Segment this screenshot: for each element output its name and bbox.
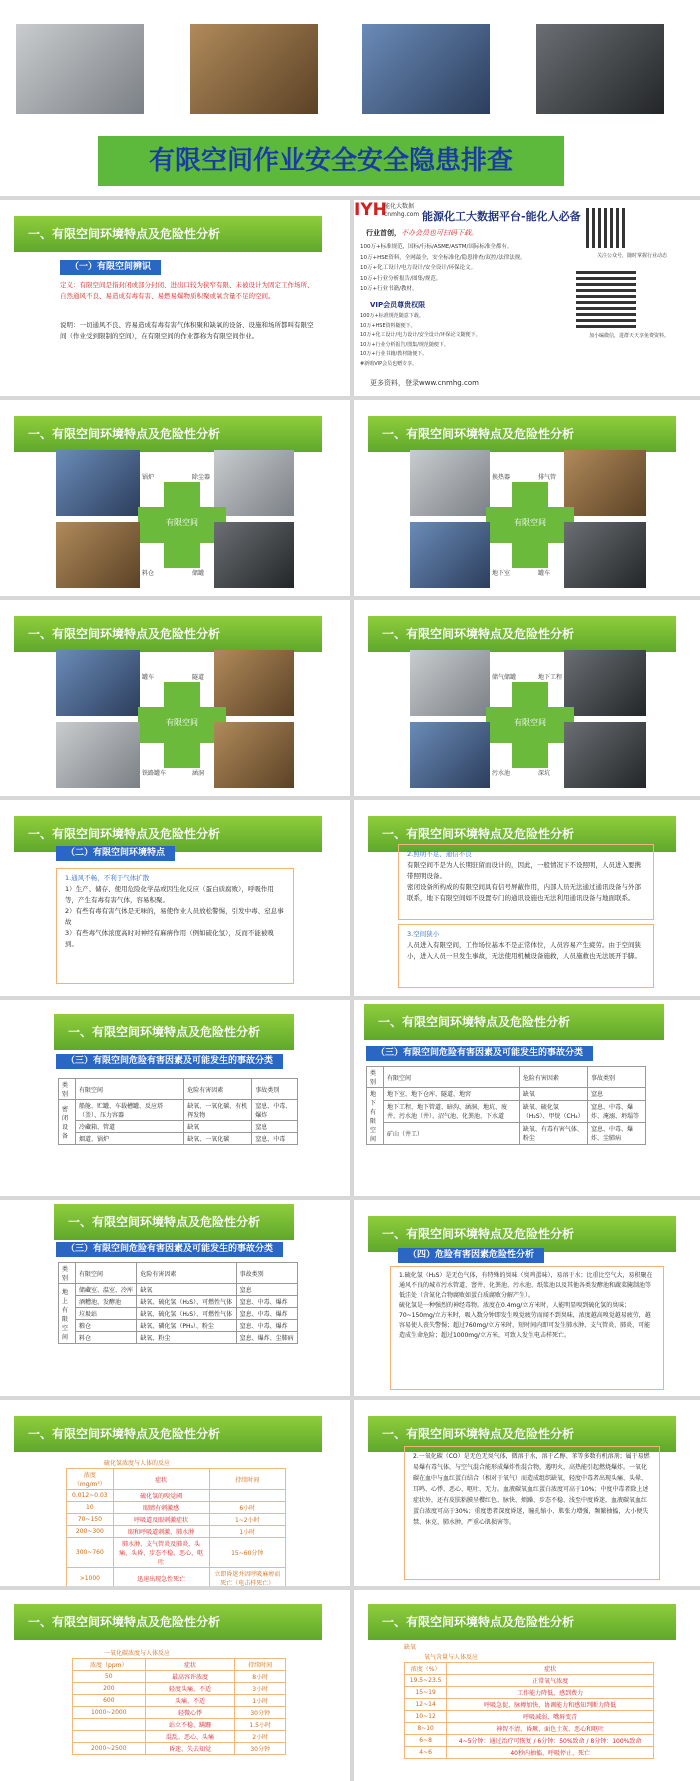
hazard-table (58, 1078, 298, 1145)
table-cell: 300~760 (67, 1538, 114, 1568)
table-row (59, 1332, 298, 1344)
table-cell: 正常氧气浓度 (447, 1675, 654, 1687)
slide-subtitle: （一）有限空间辨识 (60, 260, 161, 275)
ad-items (360, 242, 546, 295)
ad-item: 10万+HSE资料，全网最全，安全标准化/隐患排查/双控/法律法规。 (360, 254, 526, 261)
table-cell: 6小时 (209, 1502, 285, 1514)
example-label: 地下工程 (538, 674, 563, 681)
example-photo (564, 522, 646, 588)
table-cell (73, 1731, 146, 1743)
slide-subtitle: （三）有限空间危险有害因素及可能发生的事故分类 (366, 1046, 593, 1061)
definition-text-content: 定义：有限空间是指封闭或部分封闭、进出口较为狭窄有限、未被设计为固定工作场所、自然通风不良、易造成有毒有害、易燃易爆物质积聚或氧含量不足的空间。 (60, 281, 314, 300)
table-cell: 轻度头痛、不适 (145, 1683, 235, 1695)
hazard-table (58, 1262, 298, 1344)
table-cell: 缺氧 (137, 1284, 236, 1296)
table-cell: 地下工程、地下管道、暗沟、涵洞、地坑、废井、污水池（井）、沼气池、化粪池、下水道 (384, 1100, 520, 1122)
table-cell: 垃圾站 (76, 1308, 137, 1320)
slide-examples-1 (0, 400, 350, 596)
qr-code-2 (576, 268, 636, 328)
point-text: 1）生产、储存、使用危险化学品或因生化反应（蛋白质腐败），呼吸作用等，产生有毒有害气体，容易积聚。 (65, 885, 274, 904)
table-cell: 4~6 (405, 1747, 447, 1759)
table-cell: 缺氧、硫化氢（H₂S）、甲烷（CH₄） (519, 1100, 587, 1122)
slide-examples-2 (354, 400, 700, 596)
h2s-text: 硫化氢是一种强烈的神经毒物。浓度在0.4mg/立方米时，人能明显嗅到硫化氢的臭味；70~150mg/立方米时，吸入数分钟即发生嗅觉疲劳而闻不到臭味，浓度越高嗅觉越易疲劳，越容易使人丧失警惕；超过760mg/立方米时，短时间内即可发生肺水肿、支气管炎、肺炎，可能造成生命危险；超过1000mg/立方米，可致人发生电击样死亡。 (399, 1302, 651, 1339)
table-cell: 窒息、中毒、爆炸 (236, 1296, 297, 1308)
logo-mark: IYH (354, 200, 387, 220)
ad-item: 10万+行业分析报告/图集/规范。 (360, 275, 442, 282)
center-label: 有限空间 (166, 518, 198, 527)
table-cell: 工作能力降低，感到费力 (447, 1687, 654, 1699)
table-cell: 窒息、爆炸、尘肺病 (236, 1332, 297, 1344)
table-header: 事故类别 (236, 1263, 297, 1284)
table-cell: 15~60分钟 (209, 1538, 285, 1568)
table-cell: 8~10 (405, 1723, 447, 1735)
table-cell: 0.012~0.03 (67, 1490, 114, 1502)
table-cell: 持续时间 (235, 1659, 286, 1671)
table-cell: 症状 (113, 1469, 209, 1490)
vip-items (360, 312, 550, 369)
section-header: 一、有限空间环境特点及危险性分析 (14, 616, 322, 652)
center-label: 有限空间 (166, 718, 198, 727)
table-cell: 8小时 (235, 1671, 286, 1683)
table-cell: 储藏室、温室、冷库 (76, 1284, 137, 1296)
table-cell: 2000~2500 (73, 1743, 146, 1755)
table-cell: 12~14 (405, 1699, 447, 1711)
co-box (404, 1446, 660, 1580)
table-caption: 一氧化碳浓度与人体反应 (104, 1650, 171, 1657)
table-cell: 40秒内抽搐、呼吸停止、死亡 (447, 1747, 654, 1759)
table-row (405, 1687, 654, 1699)
table-cell: 窒息 (588, 1088, 646, 1101)
table-cell: 4~5分钟：通过治疗可恢复 / 6分钟：50%致命 / 8分钟：100%致命 (447, 1735, 654, 1747)
vip-note: #新购VIP会员也赠专享。 (360, 360, 418, 367)
ad-item: 10万+化工设计/电力设计/安全设计/环保论文。 (360, 265, 477, 271)
table-cell: 轻微心悸 (145, 1707, 235, 1719)
table-cell: 呼吸急促、脉搏加快，协调能力和感知判断力降低 (447, 1699, 654, 1711)
slide-examples-3 (0, 600, 350, 796)
point-text: 2）有些有毒有害气体是无味的，易使作业人员放松警惕，引发中毒、窒息事故 (65, 907, 284, 926)
table-cell: 持续时间 (209, 1469, 285, 1490)
co-concentration-table (72, 1658, 286, 1755)
slide-table-underground (354, 1000, 700, 1196)
table-cell: 症状 (145, 1659, 235, 1671)
table-cell: 缺氧 (184, 1121, 252, 1133)
table-cell: >1000 (67, 1568, 114, 1587)
section-header: 一、有限空间环境特点及危险性分析 (14, 816, 322, 852)
point-text: 有限空间不是为人长期驻留而设计的，因此，一般情况下不设照明，人员进入要携带照明设备。 (407, 861, 641, 880)
table-row (59, 1308, 298, 1320)
section-header: 一、有限空间环境特点及危险性分析 (368, 1604, 676, 1640)
slide-examples-4 (354, 600, 700, 796)
table-row (405, 1699, 654, 1711)
table-cell: 窒息、中毒、爆炸 (236, 1320, 297, 1332)
table-row (73, 1719, 286, 1731)
logo-top-text: 能化大数据 (384, 203, 415, 210)
example-photo (214, 722, 294, 788)
co-text: 2.一氧化碳（CO）是无色无臭气体，微溶于水，溶于乙醇、苯等多数有机溶剂；属于易燃易爆有毒气体，与空气混合能形成爆炸性混合物，遇明火、高热能引起燃烧爆炸。一氧化碳在血中与血红蛋白结合（相对于氧气）而造成组织缺氧，轻度中毒者出现头痛、头晕、耳鸣、心悸、恶心、呕吐、无力。血液碳氧血红蛋白浓度可高于10%；中度中毒者除上述症状外，还有皮肤粘膜呈樱红色、脉快、烦躁、步态不稳、浅至中度昏迷，血液碳氧血红蛋白浓度可高于30%；重度患者深度昏迷，瞳孔缩小、肌张力增强，频繁抽搐，大小便失禁、休克、肺水肿，严重心肌损害等。 (413, 1453, 650, 1526)
point-text: 3）有些毒气体浓度高时对神经有麻痹作用（例如硫化氢），反而不能被嗅到。 (65, 929, 274, 948)
slide-characteristics-2 (354, 800, 700, 996)
example-photo (56, 450, 140, 516)
table-row (405, 1663, 654, 1675)
table-cell: 缺氧、一氧化碳 (184, 1133, 252, 1145)
vip-item: 100万+标准规范随意下载。 (360, 313, 424, 319)
table-cell: 2小时 (235, 1731, 286, 1743)
cover-photo-2 (190, 24, 318, 114)
point-text: 人员进入有限空间，工作场位基本不是正常体位，人员容易产生疲劳。由于空间狭小，进入人员一旦发生事故，无法使用机械设备施救，人员施救也无法展开手脚。 (407, 941, 641, 960)
table-cell: 粮仓 (76, 1320, 137, 1332)
table-cell: 眼和呼吸道刺激，肺水肿 (113, 1526, 209, 1538)
table-cell: 1~2小时 (209, 1514, 285, 1526)
cover-photo-3 (362, 24, 490, 114)
table-row (67, 1526, 286, 1538)
definition-text (60, 280, 318, 302)
table-caption: 氧气含量与人体反应 (424, 1654, 479, 1661)
cover-photo-4 (536, 24, 664, 114)
table-cell: 混乱、恶心、头痛 (145, 1731, 235, 1743)
table-cell: 头痛、不适 (145, 1695, 235, 1707)
slide-characteristics (0, 800, 350, 996)
slide-co (354, 1400, 700, 1586)
ad-logo (354, 200, 420, 226)
point-heading: 3.空间狭小 (407, 930, 440, 938)
table-cell: 浓度（mg/m³） (67, 1469, 114, 1490)
table-cell: 昏迷、失去知觉 (145, 1743, 235, 1755)
lighting-box (398, 844, 654, 920)
explanation-text-content: 说明：一切通风不良、容易造成有毒有害气体积聚和缺氧的设备、设施和场所都叫有限空间（作业受到限制的空间），在有限空间的作业都称为有限空间作业。 (60, 321, 314, 340)
table-row (405, 1675, 654, 1687)
table-row (67, 1568, 286, 1587)
qr-caption-2: 加小编微信，进群天天享免费资料。 (588, 333, 669, 339)
table-header-row (367, 1067, 646, 1088)
table-cell: 6~8 (405, 1735, 447, 1747)
table-header: 类别 (59, 1079, 76, 1100)
table-cell (73, 1719, 146, 1731)
table-cell: 硫化氢的嗅觉阈 (113, 1490, 209, 1502)
table-cell: 600 (73, 1695, 146, 1707)
example-label: 污水池 (492, 770, 511, 777)
center-label: 有限空间 (514, 718, 546, 727)
cover-slide (0, 0, 700, 196)
ad-item: 100万+标准规范，国标/行标/ASME/ASTM/国际标准全都有。 (360, 244, 513, 250)
h2s-text: 1.硫化氢（H₂S）是无色气体，有特殊的臭味（臭鸡蛋味），易溶于水；比重比空气大，易积聚在通风不良的城市污水管道、窨井、化粪池、污水池、纸浆池以及其他各类发酵池和蔬菜腌制池等低洼处（含氮化合物腐败如蛋白质腐败分解产生）。 (399, 1272, 653, 1299)
table-cell: 呼吸道及眼刺激症状 (113, 1514, 209, 1526)
table-row (67, 1538, 286, 1568)
example-photo (56, 650, 140, 716)
table-caption: 缺氧 (404, 1644, 417, 1651)
table-header: 有限空间 (384, 1067, 520, 1088)
table-header: 危险有害因素 (184, 1079, 252, 1100)
table-row (59, 1100, 298, 1121)
point-heading: 2.照明不足、通信不良 (407, 850, 472, 858)
example-label: 地下室 (492, 570, 511, 577)
example-label: 涵洞 (192, 770, 205, 777)
table-cell: 3小时 (235, 1683, 286, 1695)
table-cell: 站立不稳、蹒跚 (145, 1719, 235, 1731)
table-cell: 窒息、中毒、爆炸 (252, 1100, 298, 1121)
section-header: 一、有限空间环境特点及危险性分析 (368, 1216, 676, 1252)
ad-slogan-b: 不办会员也可扫码下载。 (401, 229, 478, 237)
banner-title: 有限空间作业安全安全隐患排查 (98, 136, 564, 186)
section-header: 一、有限空间环境特点及危险性分析 (368, 1416, 676, 1452)
table-cell: 1小时 (235, 1695, 286, 1707)
example-photo (56, 522, 140, 588)
table-cell: 1小时 (209, 1526, 285, 1538)
space-box (398, 924, 654, 988)
table-row (367, 1122, 646, 1144)
vip-item: 10万+化工设计/电力设计/安全设计/环保论文随便下。 (360, 332, 481, 338)
table-row (367, 1100, 646, 1122)
table-cell: 50 (73, 1671, 146, 1683)
example-label: 排气管 (538, 474, 557, 481)
table-cell: 窒息、中毒 (252, 1133, 298, 1145)
table-cell: 冷藏箱、管道 (76, 1121, 184, 1133)
table-row (59, 1320, 298, 1332)
table-cell: 料仓 (76, 1332, 137, 1344)
section-header: 一、有限空间环境特点及危险性分析 (14, 216, 322, 252)
table-row (67, 1514, 286, 1526)
ad-title: 能源化工大数据平台-能化人必备 (422, 210, 581, 223)
center-label: 有限空间 (514, 518, 546, 527)
table-caption: 硫化氢浓度与人体的反应 (104, 1460, 171, 1467)
table-cell: 10 (67, 1502, 114, 1514)
center-cross (138, 682, 226, 768)
example-photo (214, 650, 294, 716)
table-row (59, 1284, 298, 1296)
table-header: 事故类别 (252, 1079, 298, 1100)
slide-subtitle: （三）有限空间危险有害因素及可能发生的事故分类 (56, 1242, 283, 1257)
slide-subtitle: （三）有限空间危险有害因素及可能发生的事故分类 (56, 1054, 283, 1069)
table-row (405, 1723, 654, 1735)
table-header: 有限空间 (76, 1079, 184, 1100)
oxygen-table (404, 1662, 654, 1759)
table-cell: 缺氧、硫化氢（H₂S）、可燃性气体 (137, 1308, 236, 1320)
section-header: 一、有限空间环境特点及危险性分析 (364, 1004, 664, 1040)
table-row (73, 1659, 286, 1671)
cover-photo-1 (16, 24, 144, 114)
example-photo (564, 722, 646, 788)
slide-h2s-table (0, 1400, 350, 1586)
table-row (67, 1490, 286, 1502)
example-label: 深坑 (538, 770, 551, 777)
slide-h2s (354, 1200, 700, 1396)
vip-item: 10万+行业书籍/教材随便下。 (360, 351, 428, 357)
section-header: 一、有限空间环境特点及危险性分析 (368, 616, 676, 652)
slide-subtitle: （四）危险有害因素危险性分析 (398, 1248, 544, 1263)
table-cell: 肺水肿、支气管炎及肺炎，头痛、头昏、步态不稳、恶心、呕吐 (113, 1538, 209, 1568)
ad-slogan-a: 行业首创， (366, 229, 401, 237)
table-row (405, 1735, 654, 1747)
table-cell: 窒息、中毒、爆炸 (236, 1308, 297, 1320)
example-label: 料仓 (142, 570, 155, 577)
table-cell: 浓度（ppm） (73, 1659, 146, 1671)
table-row (59, 1296, 298, 1308)
table-cell: 立即昏迷并因呼吸麻痹而死亡（电击样死亡） (209, 1568, 285, 1587)
characteristics-box (56, 868, 294, 984)
ad-slogan (366, 228, 478, 238)
vip-title: VIP会员尊贵权限 (370, 301, 426, 309)
table-cell: 缺氧、粉尘 (137, 1332, 236, 1344)
category-cell: 地上有限空间 (59, 1284, 76, 1344)
center-cross (486, 682, 574, 768)
section-header: 一、有限空间环境特点及危险性分析 (368, 816, 676, 852)
table-cell: 症状 (447, 1663, 654, 1675)
table-cell (209, 1490, 285, 1502)
table-cell: 200 (73, 1683, 146, 1695)
table-header: 事故类别 (588, 1067, 646, 1088)
table-cell: 神智不清、昏厥、面色土灰、恶心和呕吐 (447, 1723, 654, 1735)
vip-item: 10万+行业分析报告/图集/规范随便下。 (360, 341, 449, 348)
table-cell: 窒息、中毒、爆炸、尘肺病 (588, 1122, 646, 1144)
table-cell: 船舱、贮罐、车载槽罐、反应塔（釜）、压力容器 (76, 1100, 184, 1121)
logo-url: cnmhg.com (384, 211, 420, 218)
example-photo (56, 722, 140, 788)
slide-oxygen-table (354, 1590, 700, 1781)
table-cell: 缺氧、硫化氢（H₂S）、可燃性气体 (137, 1296, 236, 1308)
table-header: 类别 (59, 1263, 76, 1284)
table-cell: 缺氧、一氧化碳、有机挥发物 (184, 1100, 252, 1121)
table-cell: 200~300 (67, 1526, 114, 1538)
point-text: 密闭设备所构成的有限空间具有信号屏蔽作用，内部人员无法通过通讯设备与外部联系，地下有限空间如不设置专门的通讯设施也无法利用通讯设备与地面联系。 (407, 883, 641, 902)
section-header: 一、有限空间环境特点及危险性分析 (14, 1604, 322, 1640)
table-cell: 30分钟 (235, 1743, 286, 1755)
example-label: 罐车 (538, 570, 551, 577)
table-row (73, 1731, 286, 1743)
hazard-table (366, 1066, 646, 1145)
table-cell: 缺氧 (519, 1088, 587, 1101)
table-cell: 矿山（井工） (384, 1122, 520, 1144)
table-header: 有限空间 (76, 1263, 137, 1284)
table-row (73, 1671, 286, 1683)
example-photo (410, 450, 490, 516)
ad-item: 10万+行业书籍/教材。 (360, 286, 418, 292)
table-cell: 窒息 (236, 1284, 297, 1296)
table-header: 危险有害因素 (137, 1263, 236, 1284)
slide-table-closed-equipment (0, 1000, 350, 1196)
table-row (73, 1695, 286, 1707)
example-photo (410, 522, 490, 588)
table-row (59, 1133, 298, 1145)
table-cell: 缺氧、磷化氢（PH₃）、粉尘 (137, 1320, 236, 1332)
table-cell: 窒息、中毒、爆炸、淹溺、坍塌等 (588, 1100, 646, 1122)
table-row (405, 1711, 654, 1723)
center-cross (138, 482, 226, 568)
example-photo (410, 650, 490, 716)
qr-code-1 (586, 208, 626, 248)
section-header: 一、有限空间环境特点及危险性分析 (14, 416, 322, 452)
example-photo (214, 522, 294, 588)
table-cell: 浓度（%） (405, 1663, 447, 1675)
table-row (67, 1502, 286, 1514)
example-photo (214, 450, 294, 516)
table-cell: 19.5~23.5 (405, 1675, 447, 1687)
table-cell: 眼睛有刺激感 (113, 1502, 209, 1514)
table-row (405, 1747, 654, 1759)
category-cell: 密闭设备 (59, 1100, 76, 1145)
section-header: 一、有限空间环境特点及危险性分析 (14, 1416, 322, 1452)
example-label: 铁路罐车 (142, 770, 167, 777)
table-cell: 1000~2000 (73, 1707, 146, 1719)
table-row (67, 1469, 286, 1490)
table-cell: 缺氧、有毒有害气体、粉尘 (519, 1122, 587, 1144)
example-label: 换热器 (492, 474, 511, 481)
table-cell: 呼吸减弱、嘴唇变青 (447, 1711, 654, 1723)
example-label: 隧道 (192, 674, 205, 681)
example-label: 锅炉 (142, 474, 155, 481)
category-cell: 地下有限空间 (367, 1088, 384, 1145)
vip-item: 10万+HSE资料随便下。 (360, 322, 416, 329)
table-row (73, 1683, 286, 1695)
table-header-row (59, 1079, 298, 1100)
table-cell: 15~19 (405, 1687, 447, 1699)
section-header: 一、有限空间环境特点及危险性分析 (368, 416, 676, 452)
example-label: 罐车 (142, 674, 155, 681)
example-label: 除尘器 (192, 474, 211, 481)
qr-caption-1: 关注公众号，随时掌握行业动态 (596, 253, 667, 259)
table-header: 危险有害因素 (519, 1067, 587, 1088)
table-cell: 酒糟池、发酵池 (76, 1296, 137, 1308)
ad-more-link[interactable]: 更多资料，登录www.cnmhg.com (370, 379, 479, 387)
h2s-concentration-table (66, 1468, 286, 1586)
table-cell: 1.5小时 (235, 1719, 286, 1731)
example-photo (410, 722, 490, 788)
table-header-row (59, 1263, 298, 1284)
table-cell: 迅速出现急性死亡 (113, 1568, 209, 1587)
h2s-box (390, 1266, 664, 1390)
table-cell: 70~150 (67, 1514, 114, 1526)
section-header: 一、有限空间环境特点及危险性分析 (54, 1014, 294, 1050)
point-heading: 1.通风不畅，不利于气体扩散 (65, 874, 150, 882)
slide-subtitle: （二）有限空间环境特点 (56, 846, 175, 861)
slide-co-table (0, 1590, 350, 1781)
section-header: 一、有限空间环境特点及危险性分析 (54, 1204, 294, 1240)
example-label: 储罐 (192, 570, 205, 577)
explanation-text (60, 320, 318, 342)
table-cell: 30分钟 (235, 1707, 286, 1719)
table-cell: 烟道、锅炉 (76, 1133, 184, 1145)
slide-table-aboveground (0, 1200, 350, 1396)
ad-panel (354, 200, 700, 396)
table-cell: 10~12 (405, 1711, 447, 1723)
table-header: 类别 (367, 1067, 384, 1088)
example-label: 储气储罐 (492, 674, 517, 681)
center-cross (486, 482, 574, 568)
slide-definition (0, 200, 350, 396)
table-cell: 最高容许浓度 (145, 1671, 235, 1683)
example-photo (564, 450, 646, 516)
table-row (59, 1121, 298, 1133)
table-cell: 地下室、地下仓库、隧道、地窖 (384, 1088, 520, 1101)
example-photo (564, 650, 646, 716)
table-row (367, 1088, 646, 1101)
table-cell: 窒息 (252, 1121, 298, 1133)
table-row (73, 1707, 286, 1719)
table-row (73, 1743, 286, 1755)
